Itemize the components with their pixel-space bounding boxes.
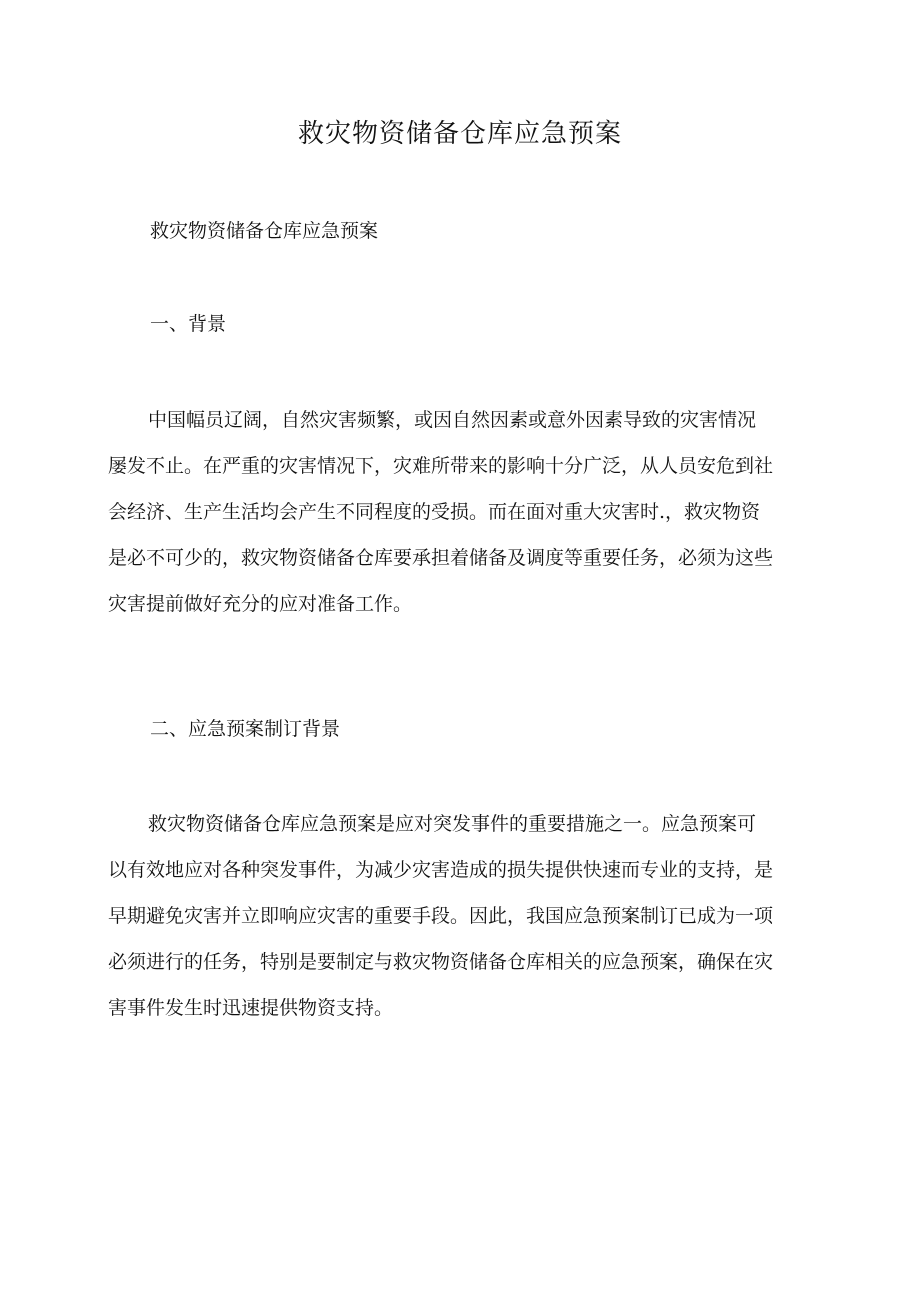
paragraph-plan-background (108, 801, 808, 1031)
paragraph-line: 灾害提前做好充分的应对准备工作。 (108, 593, 413, 615)
paragraph-line: 中国幅员辽阔，自然灾害频繁，或因自然因素或意外因素导致的灾害情况 (148, 409, 757, 431)
paragraph-line: 必须进行的任务，特别是要制定与救灾物资储备仓库相关的应急预案，确保在灾 (108, 951, 774, 973)
paragraph-line: 会经济、生产生活均会产生不同程度的受损。而在面对重大灾害时.，救灾物资 (108, 501, 761, 523)
document-title: 救灾物资储备仓库应急预案 (297, 119, 622, 149)
paragraph-line: 是必不可少的，救灾物资储备仓库要承担着储备及调度等重要任务，必须为这些 (108, 547, 774, 569)
paragraph-line: 害事件发生时迅速提供物资支持。 (108, 997, 394, 1019)
paragraph-line: 早期避免灾害并立即响应灾害的重要手段。因此，我国应急预案制订已成为一项 (108, 905, 774, 927)
paragraph-line: 救灾物资储备仓库应急预案是应对突发事件的重要措施之一。应急预案可 (148, 813, 757, 835)
paragraph-line: 屡发不止。在严重的灾害情况下，灾难所带来的影响十分广泛，从人员安危到社 (108, 455, 774, 477)
document-subtitle: 救灾物资储备仓库应急预案 (150, 220, 379, 242)
section-heading-plan-background: 二、应急预案制订背景 (150, 718, 341, 740)
section-heading-background: 一、背景 (150, 313, 227, 335)
paragraph-background (108, 397, 808, 627)
paragraph-line: 以有效地应对各种突发事件，为减少灾害造成的损失提供快速而专业的支持，是 (108, 859, 774, 881)
